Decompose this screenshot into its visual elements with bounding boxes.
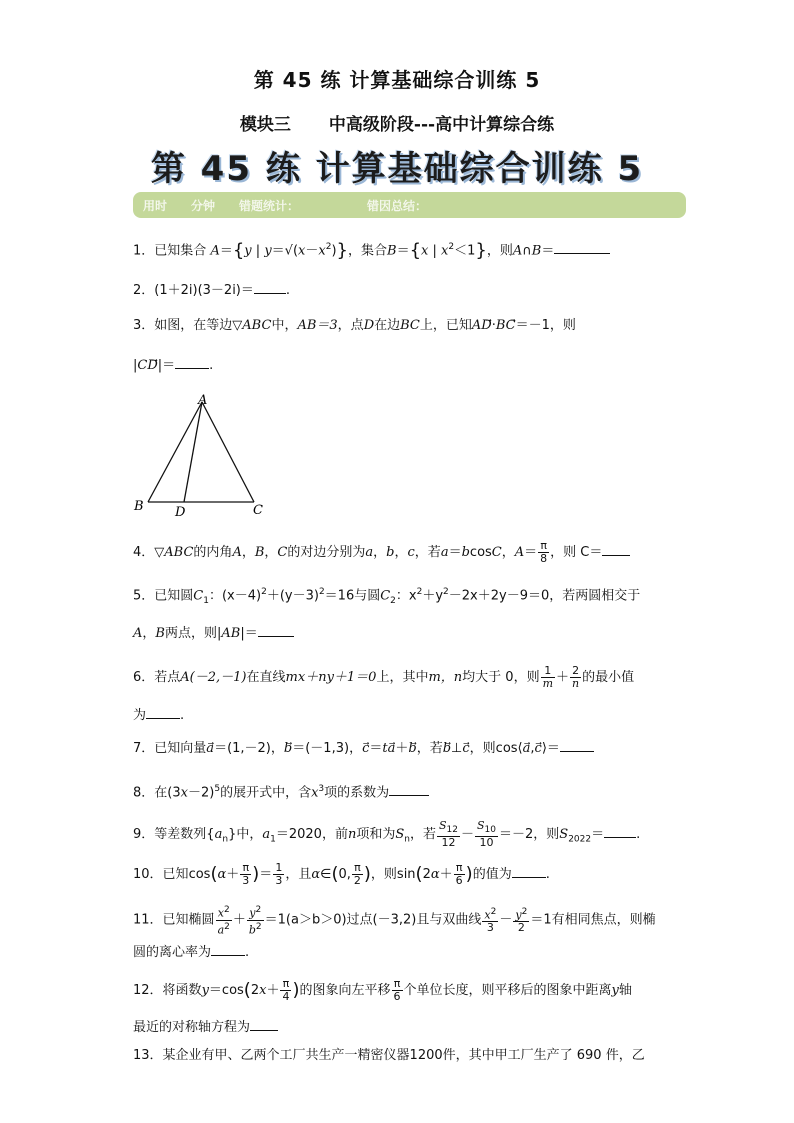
answer-blank[interactable] bbox=[560, 737, 594, 752]
error-stats-label: 错题统计： bbox=[239, 199, 300, 213]
question-12: 12．将函数y＝cos(2x＋ $\frac{\pi}{4}$ )的图象向左平移 $\frac{\pi}{6}$ 个单位长度，则平移后的图象中距离y轴 bbox=[133, 977, 632, 1003]
question-11-cont: 圆的离心率为 . bbox=[133, 941, 249, 963]
minutes-label: 分钟 bbox=[191, 199, 216, 213]
question-12-cont: 最近的对称轴方程为 bbox=[133, 1016, 278, 1038]
question-6-cont: 为 . bbox=[133, 704, 184, 726]
question-7: 7．已知向量a＝(1,－2)，b＝(－1,3)，c⃗＝ta⃗＋b，若b⃗⊥c，则cos⟨a⃗,c⃗⟩＝ bbox=[133, 737, 594, 759]
question-3: 3．如图，在等边▽ABC中，AB＝3，点D在边BC上，已知AD⃗·BC＝－1，则 bbox=[133, 318, 576, 333]
question-5-cont: A，B两点，则|AB|＝ bbox=[133, 622, 294, 644]
info-bar bbox=[133, 192, 686, 218]
error-reasons-label: 错因总结： bbox=[367, 199, 428, 213]
answer-blank[interactable] bbox=[175, 354, 209, 369]
answer-blank[interactable] bbox=[254, 279, 286, 294]
answer-blank[interactable] bbox=[512, 863, 546, 878]
stage-label: 中高级阶段---高中计算综合练 bbox=[328, 115, 555, 135]
point-d-label: D bbox=[175, 505, 186, 520]
question-13: 13．某企业有甲、乙两个工厂共生产一精密仪器1200件，其中甲工厂生产了 690 件，乙 bbox=[133, 1048, 645, 1063]
question-4: 4．▽ABC的内角A，B，C的对边分别为a，b，c，若a＝bcosC，A＝ $\frac{\pi}{8}$ ，则 C＝ bbox=[133, 540, 630, 565]
triangle-figure bbox=[130, 388, 270, 523]
answer-blank[interactable] bbox=[250, 1016, 278, 1031]
answer-blank[interactable] bbox=[554, 239, 610, 254]
question-10: 10．已知cos(α＋ $\frac{\pi}{3}$ )＝ $\frac{1}{3}$ ，且α∈(0, $\frac{\pi}{2}$ )，则sin(2α＋ $\frac{\pi}{6}$ )的值为 . bbox=[133, 861, 550, 887]
vertex-b-label: B bbox=[134, 499, 144, 514]
question-11: 11．已知椭圆 $\frac{x^2}{a^2}$ ＋ $\frac{y^2}{b^2}$ ＝1(a＞b＞0)过点(－3,2)且与双曲线 $\frac{x^2}{3}$ － $\frac{y^2}{2}$ ＝1有相同焦点，则椭 bbox=[133, 905, 656, 937]
answer-blank[interactable] bbox=[604, 823, 636, 838]
question-2: 2．(1＋2i)(3－2i)＝ . bbox=[133, 279, 290, 301]
answer-blank[interactable] bbox=[211, 941, 245, 956]
question-5: 5．已知圆$C_1$：$(x-4)^2+(y-3)^2=16$与圆$C_2$：$x^2+y^2-2x+2y-9=0$，若两圆相交于 bbox=[133, 587, 641, 606]
module-label: 模块三 bbox=[239, 115, 291, 135]
answer-blank[interactable] bbox=[602, 541, 630, 556]
answer-blank[interactable] bbox=[146, 704, 180, 719]
question-9: 9．等差数列$\{a_n\}$中，$a_1=2020$，前n项和为$S_n$，若 $\frac{S_{12}}{12}$ － $\frac{S_{10}}{10}$ ＝－2，则$S_{2022}=$ . bbox=[133, 819, 641, 850]
vertex-a-label: A bbox=[198, 393, 208, 408]
question-3-cont: |CD⃗|＝ . bbox=[133, 354, 213, 376]
time-label: 用时 bbox=[143, 199, 168, 213]
page-title: 第 45 练 计算基础综合训练 5 bbox=[253, 68, 541, 92]
module-subtitle bbox=[0, 110, 794, 135]
question-6: 6．若点A(－2,－1)在直线mx＋ny＋1＝0上，其中m，n均大于 0，则 $\frac{1}{m}$ ＋ $\frac{2}{n}$ 的最小值 bbox=[133, 664, 635, 690]
answer-blank[interactable] bbox=[389, 781, 429, 796]
question-1: 1．已知集合 A＝{y | $y=√(x-x^2)$}，集合B＝{x | $x^2<1$}，则A∩B＝ bbox=[133, 237, 610, 261]
answer-blank[interactable] bbox=[258, 622, 294, 637]
question-8: 8．在$(3x-2)^5$的展开式中，含$x^3$项的系数为 bbox=[133, 779, 429, 803]
vertex-c-label: C bbox=[253, 503, 263, 518]
banner-title: 第 45 练 计算基础综合训练 5 bbox=[150, 149, 644, 189]
